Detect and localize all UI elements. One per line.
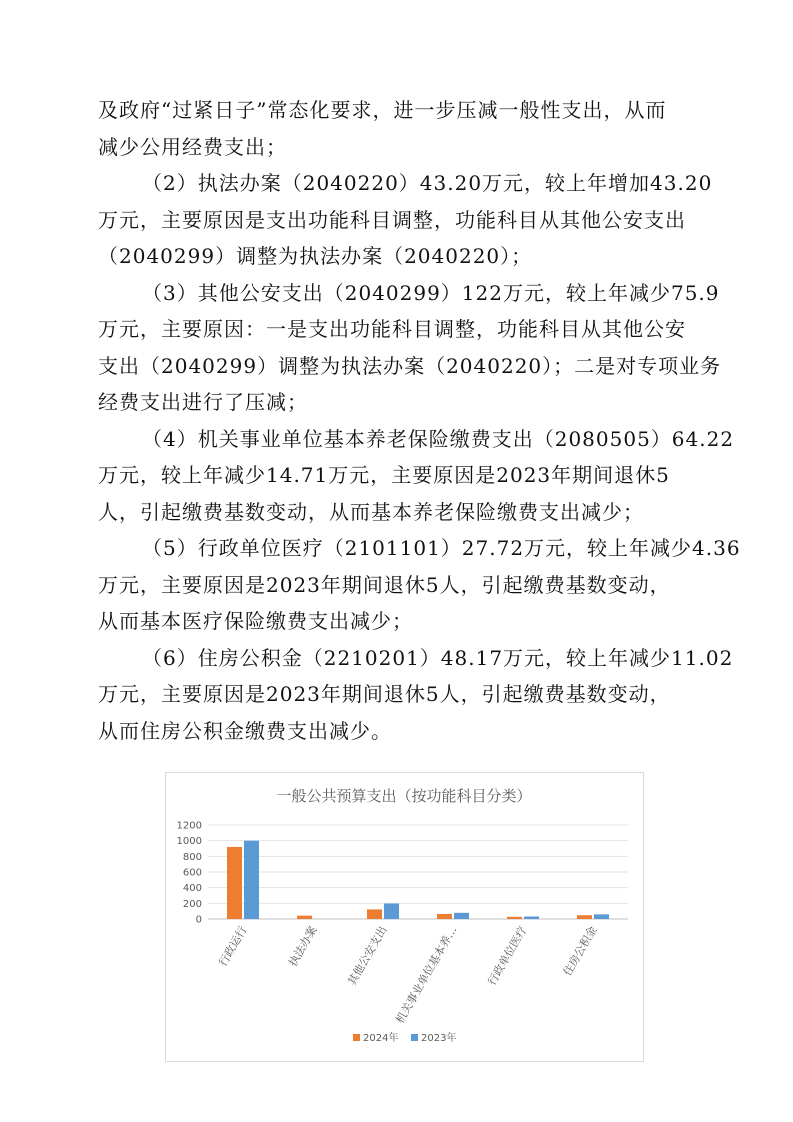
text-line: 经费支出进行了压减； (98, 390, 308, 414)
chart-title: 一般公共预算支出（按功能科目分类） (276, 787, 532, 805)
y-tick-label: 400 (182, 883, 202, 895)
text-line: （2）执法办案（2040220）43.20万元，较上年增加43.20 (142, 171, 713, 195)
category-label: 机关事业单位基本养… (393, 924, 460, 1026)
bar-2024 (367, 909, 382, 919)
category-label: 行政单位医疗 (485, 924, 530, 988)
bar-2023 (594, 914, 609, 919)
y-tick-label: 200 (182, 898, 202, 910)
legend-label: 2024年 (363, 1033, 399, 1044)
expenditure-chart (165, 772, 644, 1062)
category-label: 执法办案 (286, 924, 320, 969)
text-line: 及政府“过紧日子”常态化要求，进一步压减一般性支出，从而 (98, 98, 667, 122)
text-line: （5）行政单位医疗（2101101）27.72万元，较上年减少4.36 (142, 536, 741, 560)
text-line: 万元，主要原因是2023年期间退休5人，引起缴费基数变动， (98, 572, 671, 597)
bar-2024 (437, 914, 452, 919)
y-tick-label: 0 (195, 914, 202, 926)
text-line: 支出（2040299）调整为执法办案（2040220）；二是对专项业务 (98, 353, 722, 378)
bar-2024 (507, 917, 522, 919)
text-line: 减少公用经费支出； (98, 134, 287, 159)
category-label: 行政运行 (216, 924, 250, 969)
bar-2023 (244, 841, 259, 919)
category-label: 其他公安支出 (345, 924, 390, 988)
legend-swatch (353, 1034, 360, 1041)
bar-2023 (384, 903, 399, 919)
text-line: 万元，主要原因是2023年期间退休5人，引起缴费基数变动， (98, 682, 671, 706)
bar-2024 (227, 847, 242, 919)
text-line: （3）其他公安支出（2040299）122万元，较上年减少75.9 (142, 280, 720, 305)
text-line: 万元，主要原因：一是支出功能科目调整，功能科目从其他公安 (98, 317, 686, 341)
text-line: 从而住房公积金缴费支出减少。 (98, 718, 392, 743)
text-line: 万元，较上年减少14.71万元，主要原因是2023年期间退休5 (98, 463, 670, 487)
text-line: 从而基本医疗保险缴费支出减少； (98, 609, 413, 633)
y-tick-label: 800 (182, 851, 202, 863)
text-line: 万元，主要原因是支出功能科目调整，功能科目从其他公安支出 (98, 207, 686, 232)
bar-2023 (524, 916, 539, 919)
text-line: （6）住房公积金（2210201）48.17万元，较上年减少11.02 (142, 645, 734, 670)
y-tick-label: 1000 (176, 836, 202, 848)
text-line: （4）机关事业单位基本养老保险缴费支出（2080505）64.22 (142, 426, 735, 451)
text-line: （2040299）调整为执法办案（2040220）； (98, 244, 533, 268)
y-tick-label: 600 (182, 867, 202, 879)
bar-2023 (454, 913, 469, 919)
bar-2024 (577, 915, 592, 919)
legend-label: 2023年 (421, 1033, 457, 1044)
legend-swatch (411, 1034, 418, 1041)
text-line: 人，引起缴费基数变动，从而基本养老保险缴费支出减少； (98, 499, 644, 524)
category-label: 住房公积金 (560, 924, 600, 979)
bar-2024 (297, 916, 312, 919)
y-tick-label: 1200 (176, 820, 202, 832)
chart-canvas (166, 773, 643, 1061)
